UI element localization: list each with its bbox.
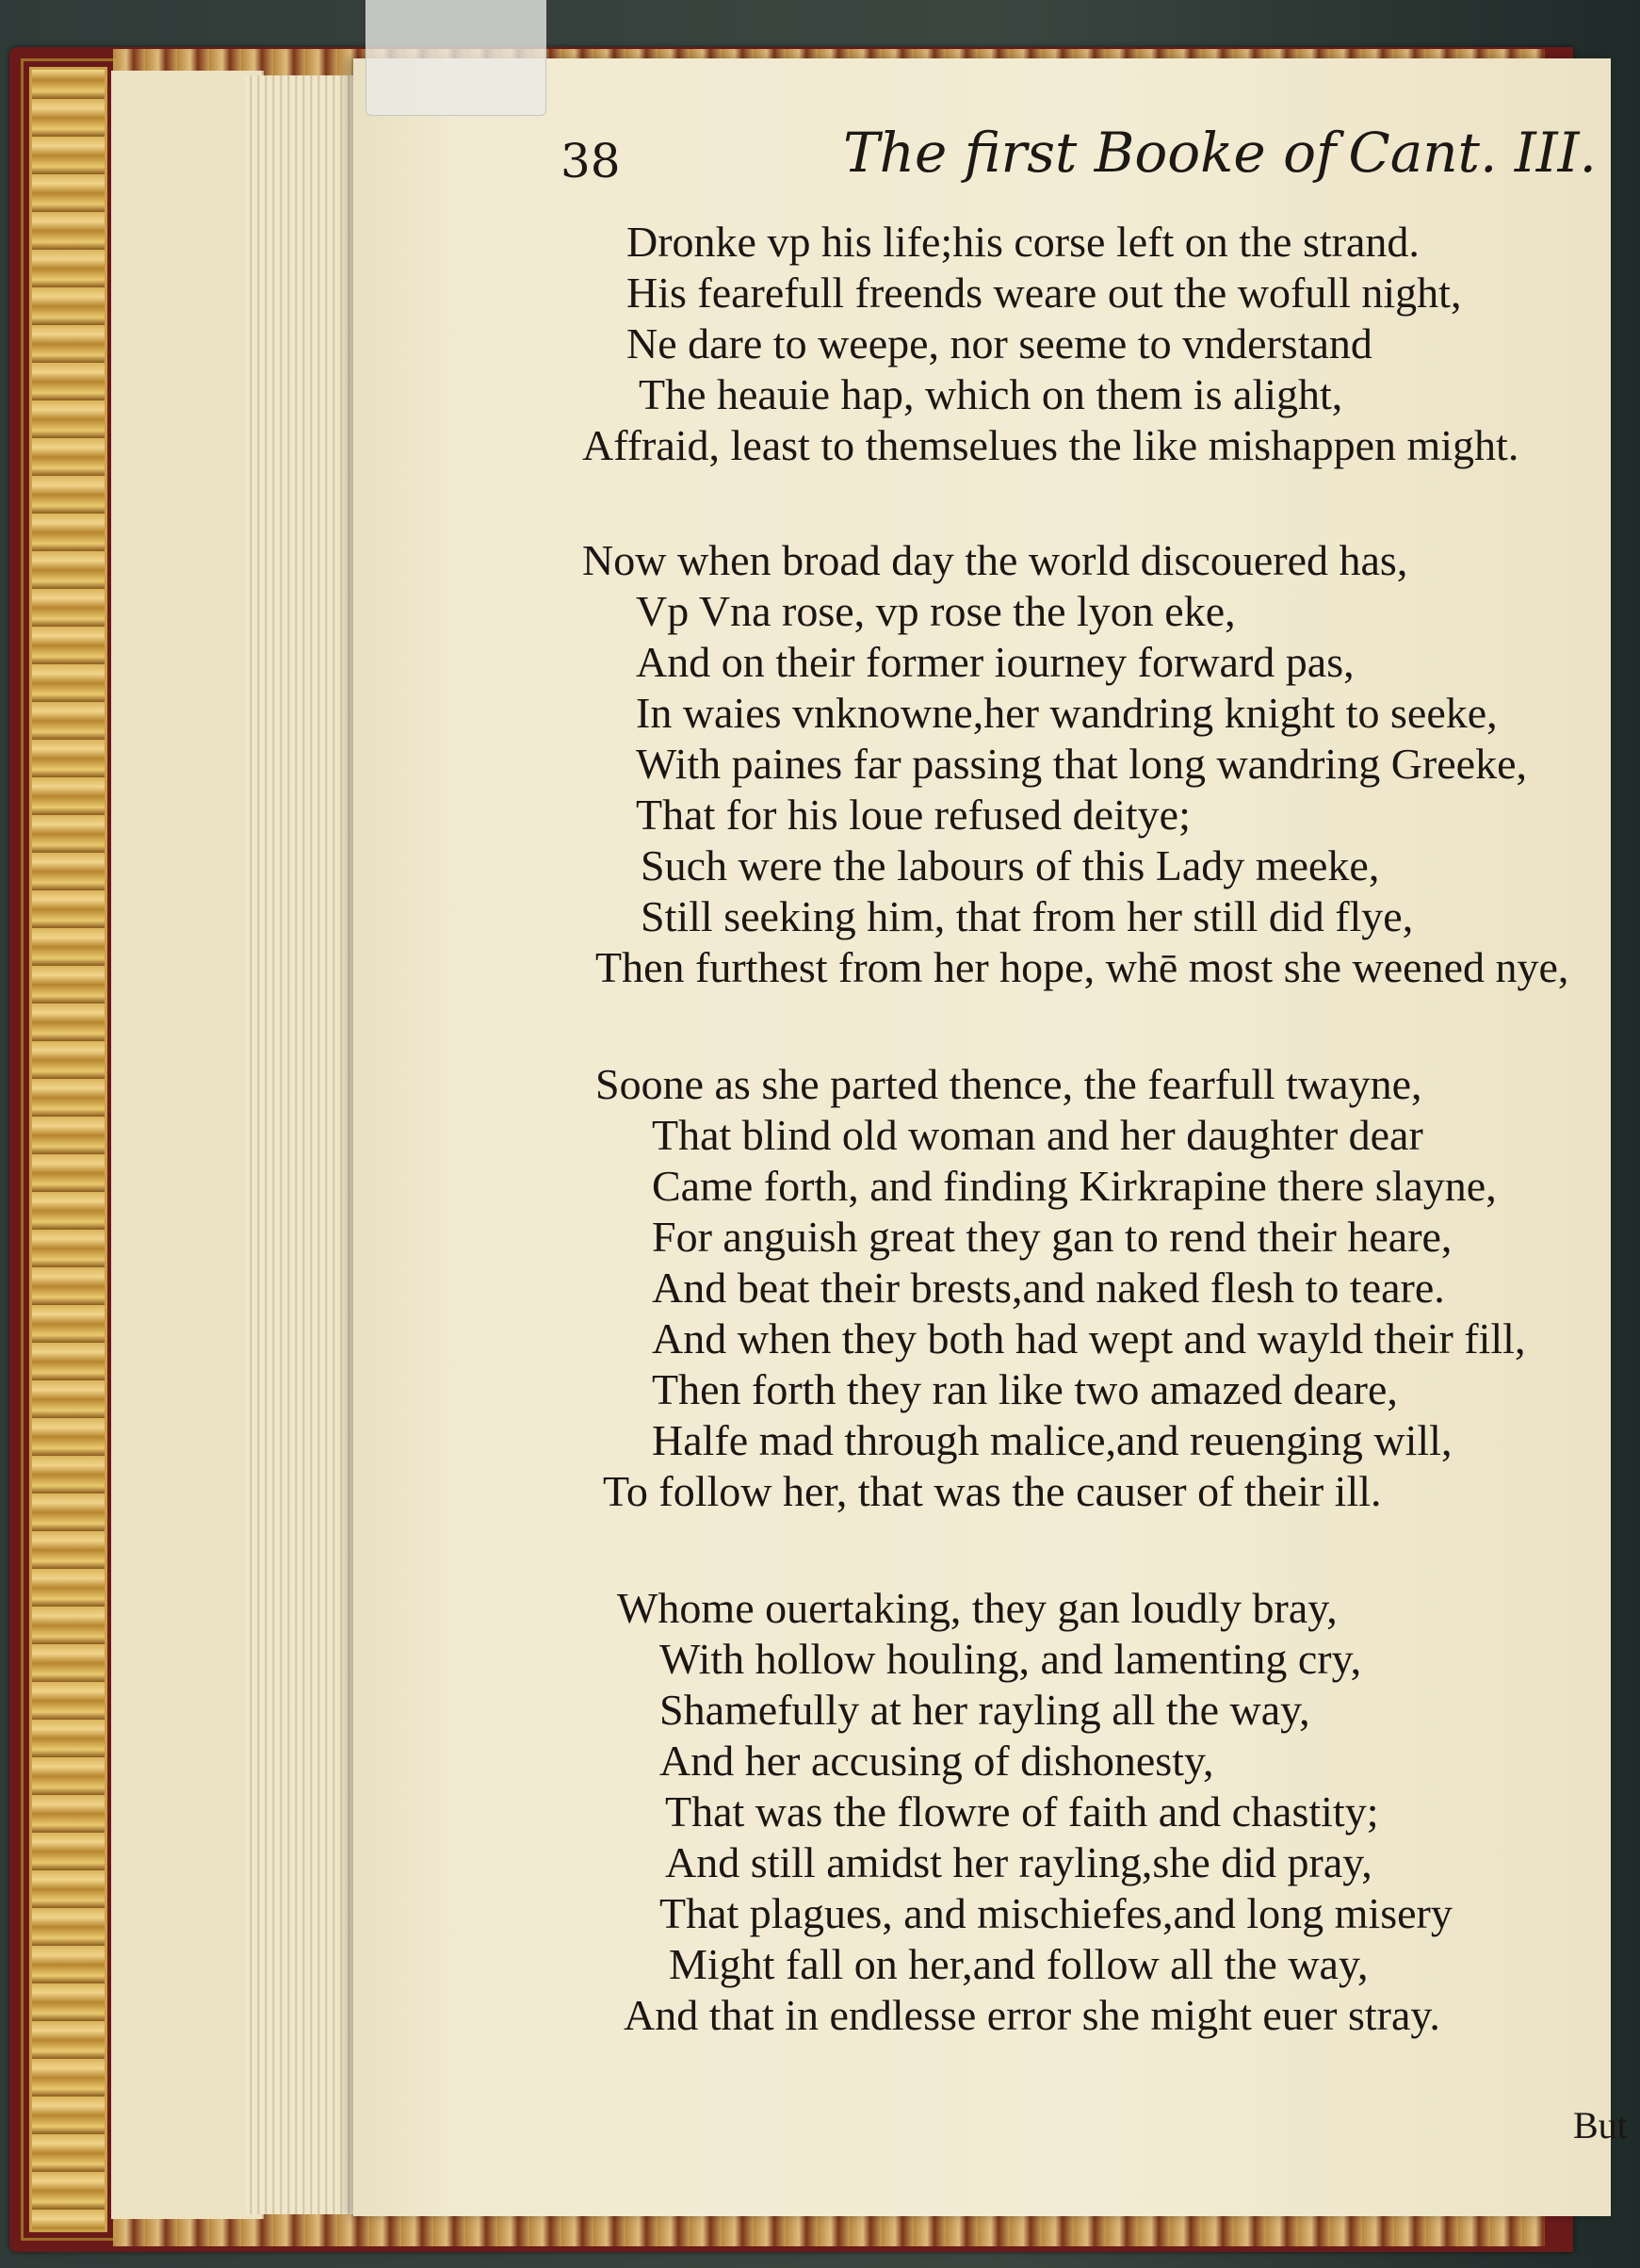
catchword: But	[1573, 2104, 1628, 2146]
pastedown-leaf	[111, 71, 264, 2219]
poem-line: His fearefull freends weare out the wofull night,	[626, 269, 1462, 317]
poem-line: That for his loue refused deitye;	[636, 791, 1191, 839]
book-title: The first Booke of	[843, 121, 1337, 185]
poem-line: For anguish great they gan to rend their heare,	[652, 1213, 1453, 1261]
canto-label: Cant. III.	[1348, 121, 1597, 185]
page-number: 38	[560, 134, 621, 188]
poem-line: And her accusing of dishonesty,	[659, 1737, 1214, 1785]
poem-line: Might fall on her,and follow all the way,	[669, 1940, 1369, 1988]
poem-line: In waies vnknowne,her wandring knight to seeke,	[636, 689, 1498, 737]
poem-line: Came forth, and finding Kirkrapine there slayne,	[652, 1162, 1497, 1210]
poem-line: To follow her, that was the causer of their ill.	[603, 1467, 1382, 1515]
poem-line: Such were the labours of this Lady meeke,	[641, 841, 1380, 889]
gilt-border-left	[21, 58, 116, 2241]
poem-line: Ne dare to weepe, nor seeme to vnderstand	[626, 319, 1372, 367]
poem-line: Soone as she parted thence, the fearfull twayne,	[595, 1060, 1422, 1108]
poem-line: And still amidst her rayling,she did pray,	[665, 1838, 1372, 1886]
poem-line: Then forth they ran like two amazed deare,	[652, 1365, 1398, 1413]
poem-line: Vp Vna rose, vp rose the lyon eke,	[636, 587, 1236, 635]
page-edges	[245, 75, 358, 2214]
poem-line: And beat their brests,and naked flesh to teare.	[652, 1264, 1445, 1312]
gilt-border-bottom	[113, 2214, 1545, 2246]
poem-line: With hollow houling, and lamenting cry,	[659, 1635, 1362, 1683]
poem-line: The heauie hap, which on them is alight,	[639, 370, 1343, 418]
poem-line: Still seeking him, that from her still did flye,	[641, 892, 1414, 940]
poem-line: Affraid, least to themselues the like mishappen might.	[582, 421, 1519, 469]
poem-line: Whome ouertaking, they gan loudly bray,	[617, 1584, 1338, 1632]
poem-line: Shamefully at her rayling all the way,	[659, 1686, 1310, 1734]
poem-line: With paines far passing that long wandring Greeke,	[636, 740, 1527, 788]
poem-line: And that in endlesse error she might euer stray.	[624, 1991, 1440, 2039]
poem-line: Halfe mad through malice,and reuenging will,	[652, 1416, 1453, 1464]
poem-line: That blind old woman and her daughter dear	[652, 1111, 1423, 1159]
poem-line: Now when broad day the world discouered has,	[582, 536, 1408, 584]
poem-line: That was the flowre of faith and chastity;	[665, 1787, 1379, 1836]
poem-line: And when they both had wept and wayld their fill,	[652, 1314, 1526, 1362]
poem-line: That plagues, and mischiefes,and long misery	[659, 1889, 1453, 1937]
poem-line: Dronke vp his life;his corse left on the strand.	[626, 218, 1420, 266]
plastic-page-tab	[365, 0, 546, 116]
running-head	[551, 121, 1597, 188]
poem-line: And on their former iourney forward pas,	[636, 638, 1355, 686]
poem-line: Then furthest from her hope, whē most she weened nye,	[595, 943, 1569, 991]
